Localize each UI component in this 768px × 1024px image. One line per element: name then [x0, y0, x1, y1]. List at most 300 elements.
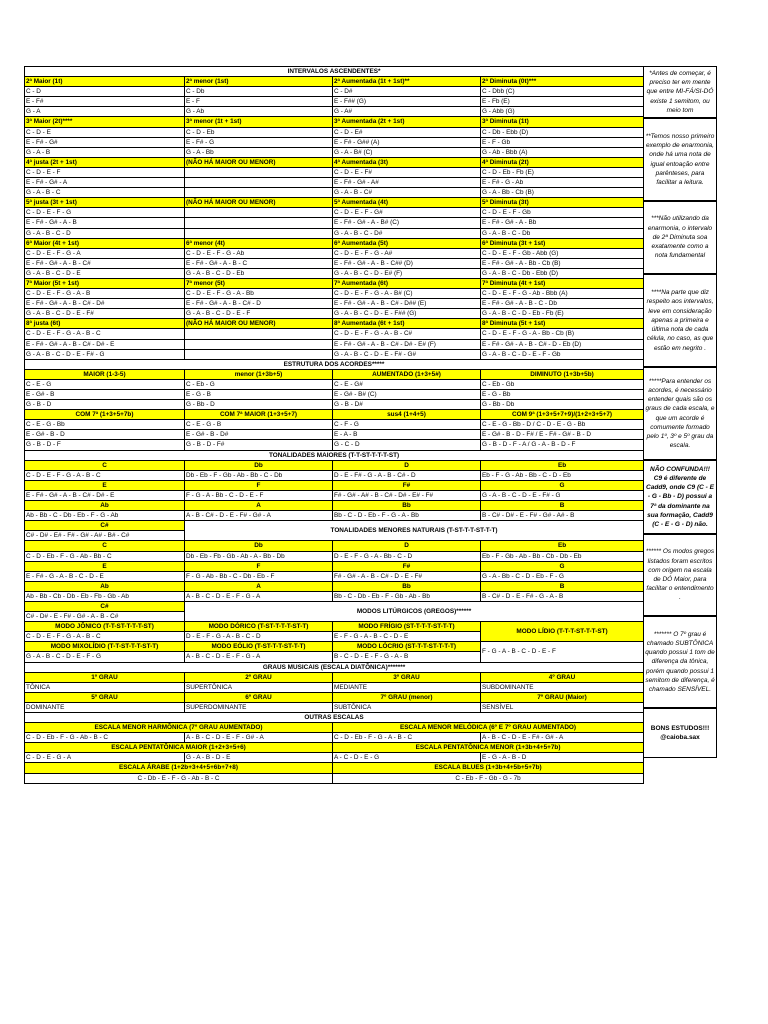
interval-cell: E - F# - G# - A - Bb [481, 218, 644, 228]
chord-header: COM 7ª (1+3+5+7b) [25, 410, 185, 420]
interval-cell: C - D - E - F# [333, 167, 481, 177]
table-row [25, 299, 644, 309]
interval-header: 6ª Aumentada (5t) [333, 238, 481, 248]
note-2: **Temos nosso primeiro exemplo de enarmonia, onde há uma nota de igual entoação entre parênteses, para facilitar a leitura. [643, 118, 717, 201]
table-row [25, 198, 644, 208]
key-header: G [481, 561, 644, 571]
table-row [25, 228, 644, 238]
mode-header: MODO JÔNICO (T-T-ST-T-T-T-ST) [25, 622, 185, 632]
note-1: *Antes de começar, é preciso ter em mente que entre MI-FÁ/SI-DÓ existe 1 semitom, ou meio tom [643, 66, 717, 118]
interval-cell: E - F# - G# - A - B - C# - D - Eb (D) [481, 339, 644, 349]
key-header: B [481, 581, 644, 591]
interval-cell: G - A - B - C - Db - Ebb (D) [481, 268, 644, 278]
key-header: Eb [481, 460, 644, 470]
interval-header: 5ª Aumentada (4t) [333, 198, 481, 208]
interval-header: 4ª Diminuta (2t) [481, 157, 644, 167]
interval-cell: E - F# - G# - A - B - C# - D## (E) [333, 299, 481, 309]
table-row [25, 369, 644, 379]
interval-cell: G - A [25, 107, 185, 117]
interval-cell: C - D - E - F - G - A - Bb [185, 289, 333, 299]
table-row [25, 117, 644, 127]
degree-name: SUBTÔNICA [333, 702, 481, 712]
interval-cell: G - Ab - Bbb (A) [481, 147, 644, 157]
scale-cell: D - E - F - G - A - B - C - D [185, 632, 333, 642]
interval-cell: C - D - E - F - G - A - B [25, 289, 185, 299]
key-header: Db [185, 541, 333, 551]
table-row [25, 379, 644, 389]
table-row [25, 702, 644, 712]
degree-header: 2º GRAU [185, 672, 333, 682]
key-header: Ab [25, 581, 185, 591]
degree-name: SUPERDOMINANTE [185, 702, 333, 712]
main-table [24, 66, 644, 784]
interval-cell: G - A - B - C# [333, 188, 481, 198]
table-row [25, 147, 644, 157]
table-row [25, 480, 644, 490]
interval-cell: E - F# - G# - A - Bb - Cb (B) [481, 258, 644, 268]
degree-header: 6º GRAU [185, 692, 333, 702]
interval-cell: C - D - E - F - G - A [25, 248, 185, 258]
chord-cell: E - G# - B - D [25, 430, 185, 440]
interval-cell: E - F# - G## (A) [333, 137, 481, 147]
table-row [25, 107, 644, 117]
table-row [25, 359, 644, 369]
table-row [25, 289, 644, 299]
table-row [25, 188, 644, 198]
degree-name: MEDIANTE [333, 682, 481, 692]
chord-header: MAIOR (1-3-5) [25, 369, 185, 379]
scale-cell: A - C - D - E - G [333, 753, 481, 763]
interval-cell: E - F# - G# - A - B [25, 218, 185, 228]
interval-cell: E - F# - G# - A - B - C [185, 258, 333, 268]
key-header: E [25, 561, 185, 571]
interval-cell: G - A - Bb - Cb (B) [481, 188, 644, 198]
chord-cell: E - G# - B# (C) [333, 390, 481, 400]
chord-cell: E - G# - B - D - F# / E - F# - G# - B - D [481, 430, 644, 440]
scale-cell: Bb - C - Db - Eb - F - Gb - Ab - Bb [333, 591, 481, 601]
key-header: C# [25, 601, 185, 611]
interval-cell: G - A - B - C - D - E - F [185, 309, 333, 319]
mode-header: MODO LÍDIO (T-T-T-ST-T-T-ST) [481, 622, 644, 642]
interval-cell: C - Db [185, 87, 333, 97]
chord-cell: C - E - G - Bb - D / C - D - E - G - Bb [481, 420, 644, 430]
chord-cell: G - B - D - F# [185, 440, 333, 450]
interval-cell: E - F# - G# - A - B - C# [25, 258, 185, 268]
scale-cell: F - G - A - Bb - C - D - E - F [185, 490, 333, 500]
key-header: Bb [333, 581, 481, 591]
interval-cell: C - D - E - F - G - A - B# (C) [333, 289, 481, 299]
key-header: F# [333, 561, 481, 571]
table-row [25, 672, 644, 682]
scale-cell: E - F - G - A - B - C - D - E [333, 632, 481, 642]
table-row [25, 763, 644, 773]
interval-header: 4ª justa (2t + 1st) [25, 157, 185, 167]
degree-name: SUPERTÔNICA [185, 682, 333, 692]
table-row [25, 501, 644, 511]
interval-header: 8ª Diminuta (5t + 1st) [481, 319, 644, 329]
chord-cell: E - G - Bb [481, 390, 644, 400]
scale-cell: Db - Eb - Fb - Gb - Ab - A - Bb - Db [185, 551, 333, 561]
interval-cell [185, 329, 333, 339]
scale-header: ESCALA MENOR HARMÔNICA (7º GRAU AUMENTADO) [25, 723, 333, 733]
note-6: NÃO CONFUNDA!!! C9 é diferente de Cadd9, onde C9 (C - E - G - Bb - D) possui a 7ª da dominante na sua formação, Cadd9 (C - E - G - D) não. [643, 460, 717, 534]
table-row [25, 642, 644, 652]
key-header: C [25, 541, 185, 551]
table-row [25, 258, 644, 268]
table-row [25, 511, 644, 521]
table-row [25, 400, 644, 410]
table-row [25, 390, 644, 400]
interval-cell: C - D - E [25, 127, 185, 137]
scale-cell: E - G - A - B - D [481, 753, 644, 763]
table-row [25, 723, 644, 733]
table-row [25, 733, 644, 743]
table-row [25, 319, 644, 329]
interval-cell: E - F# - G [185, 137, 333, 147]
interval-cell: C - D - E - F - G - A - B - C [25, 329, 185, 339]
scale-header: ESCALA BLUES (1+3b+4+5b+5+7b) [333, 763, 644, 773]
table-row [25, 753, 644, 763]
table-row [25, 248, 644, 258]
interval-cell: C - Dbb (C) [481, 87, 644, 97]
chord-cell: C - F - G [333, 420, 481, 430]
scale-cell: C - D - Eb - F - G - Ab - Bb - C [25, 551, 185, 561]
interval-cell: G - Ab [185, 107, 333, 117]
table-row [25, 238, 644, 248]
scale-cell: C - D - E - F - G - A - B - C [25, 470, 185, 480]
interval-header: 6ª Maior (4t + 1st) [25, 238, 185, 248]
scale-cell: Ab - Bb - Cb - Db - Eb - Fb - Gb - Ab [25, 591, 185, 601]
interval-cell: E - F# - G# - A - B - C# - D [185, 299, 333, 309]
interval-cell: G - A - B - C - D - E - F## (G) [333, 309, 481, 319]
scale-cell: G - A - Bb - C - D - Eb - F - G [481, 571, 644, 581]
scale-cell: G - A - B - D - E [185, 753, 333, 763]
interval-cell: E - F [185, 97, 333, 107]
key-header: C [25, 460, 185, 470]
table-row [25, 309, 644, 319]
chord-cell: G - B - D [25, 400, 185, 410]
interval-cell: G - Abb (G) [481, 107, 644, 117]
table-row [25, 278, 644, 288]
scale-header: ESCALA PENTATÔNICA MAIOR (1+2+3+5+6) [25, 743, 333, 753]
degree-header: 7º GRAU (Maior) [481, 692, 644, 702]
scale-cell: C# - D# - E# - F# - G# - A# - B# - C# [25, 531, 185, 541]
interval-cell: G - A - B - C - D - E [25, 268, 185, 278]
interval-cell: G - A - B - C [25, 188, 185, 198]
interval-cell: G - A - B - C - D - E - F# - G [25, 349, 185, 359]
chord-header: AUMENTADO (1+3+5#) [333, 369, 481, 379]
interval-cell: G - A - B - C - D - E - F# - G# [333, 349, 481, 359]
table-row [25, 450, 644, 460]
scale-cell: C - D - E - F - G - A - B - C [25, 632, 185, 642]
interval-cell: E - F# - G# - A [25, 178, 185, 188]
table-row [25, 127, 644, 137]
interval-header: 8ª Aumentada (6t + 1st) [333, 319, 481, 329]
table-row [25, 591, 644, 601]
interval-cell: C - D - Eb [185, 127, 333, 137]
chord-cell: G - B - D - F - A / G - A - B - D - F [481, 440, 644, 450]
key-header: Eb [481, 541, 644, 551]
interval-header: 6ª Diminuta (3t + 1st) [481, 238, 644, 248]
scale-cell: A - B - C - D - E - F - G# - A [185, 733, 333, 743]
section-title: OUTRAS ESCALAS [25, 713, 644, 723]
table-row [25, 470, 644, 480]
key-header: E [25, 480, 185, 490]
key-header: Ab [25, 501, 185, 511]
degree-header: 1º GRAU [25, 672, 185, 682]
scale-cell: B - C# - D - E - F# - G - A - B [481, 591, 644, 601]
chord-header: COM 7ª MAIOR (1+3+5+7) [185, 410, 333, 420]
note-5: *****Para entender os acordes, é necessário entender quais são os graus de cada escala, e que um acorde é comumente formado pelo 1º, 3º e 5º grau da escala. [643, 367, 717, 460]
section-title: TONALIDADES MENORES NATURAIS (T-ST-T-T-ST-T-T) [185, 521, 644, 541]
key-header: A [185, 501, 333, 511]
degree-name: DOMINANTE [25, 702, 185, 712]
interval-cell: C - D - E# [333, 127, 481, 137]
table-row [25, 622, 644, 632]
chord-cell: C - E - G - B [185, 420, 333, 430]
section-title: TONALIDADES MAIORES (T-T-ST-T-T-T-ST) [25, 450, 644, 460]
interval-cell: G - A - B - C - D [25, 228, 185, 238]
interval-cell: E - F# - G# - A - B - C# - D# [25, 299, 185, 309]
scale-cell: B - C - D - E - F - G - A - B [333, 652, 481, 662]
table-row [25, 167, 644, 177]
interval-header: (NÃO HÁ MAIOR OU MENOR) [185, 319, 333, 329]
interval-cell: E - F# - G# - A - B - C## (D) [333, 258, 481, 268]
interval-cell: G - A - B [25, 147, 185, 157]
interval-cell: C - D - E - F - G - A - Bb - Cb (B) [481, 329, 644, 339]
interval-cell [185, 218, 333, 228]
table-row [25, 713, 644, 723]
interval-header: 2ª Aumentada (1t + 1st)** [333, 77, 481, 87]
chord-cell: G - C - D [333, 440, 481, 450]
scale-header: ESCALA ÁRABE (1+2b+3+4+5+6b+7+8) [25, 763, 333, 773]
table-row [25, 490, 644, 500]
table-row [25, 208, 644, 218]
interval-header: 7ª Maior (5t + 1st) [25, 278, 185, 288]
table-row [25, 581, 644, 591]
table-row [25, 87, 644, 97]
chord-header: menor (1+3b+5) [185, 369, 333, 379]
table-row [25, 773, 644, 783]
interval-header: 2ª menor (1st) [185, 77, 333, 87]
table-row [25, 541, 644, 551]
interval-cell: G - A - B - C - Db [481, 228, 644, 238]
chord-cell: G - Bb - D [185, 400, 333, 410]
interval-cell: E - F## (G) [333, 97, 481, 107]
chord-cell: E - A - B [333, 430, 481, 440]
interval-cell [185, 349, 333, 359]
note-9: BONS ESTUDOS!!! @caioba.sax [643, 708, 717, 758]
interval-cell: C - D - E - F [25, 167, 185, 177]
mode-header: MODO EÓLIO (T-ST-T-T-ST-T-T) [185, 642, 333, 652]
interval-cell: E - F# - G# - A - B - C - Db [481, 299, 644, 309]
scale-header: ESCALA PENTATÔNICA MENOR (1+3b+4+5+7b) [333, 743, 644, 753]
interval-header: 7ª Aumentada (6t) [333, 278, 481, 288]
table-row [25, 521, 644, 531]
table-row [25, 97, 644, 107]
scale-cell: C# - D# - E - F# - G# - A - B - C# [25, 612, 185, 622]
table-row [25, 218, 644, 228]
table-row [25, 692, 644, 702]
scale-cell: D - E - F# - G - A - B - C# - D [333, 470, 481, 480]
interval-header: 7ª menor (5t) [185, 278, 333, 288]
cheat-sheet [24, 66, 717, 784]
chord-cell: G - B - D - F [25, 440, 185, 450]
interval-cell: G - A# [333, 107, 481, 117]
interval-header: 5ª justa (3t + 1st) [25, 198, 185, 208]
interval-header: (NÃO HÁ MAIOR OU MENOR) [185, 157, 333, 167]
chord-header: COM 9ª (1+3+5+7+9)/(1+2+3+5+7) [481, 410, 644, 420]
scale-cell: C - Db - E - F - G - Ab - B - C [25, 773, 333, 783]
mode-header: MODO LÓCRIO (ST-T-T-ST-T-T-T) [333, 642, 481, 652]
interval-cell: C - D - E - F - G [25, 208, 185, 218]
interval-header: 7ª Diminuta (4t + 1st) [481, 278, 644, 288]
interval-cell: G - A - B - C - D - Eb - Fb (E) [481, 309, 644, 319]
key-header: A [185, 581, 333, 591]
table-row [25, 430, 644, 440]
scale-cell: C - D - Eb - F - G - Ab - B - C [25, 733, 185, 743]
table-row [25, 682, 644, 692]
table-row [25, 178, 644, 188]
key-header: C# [25, 521, 185, 531]
table-row [25, 349, 644, 359]
interval-cell [185, 228, 333, 238]
chord-cell: E - G - B [185, 390, 333, 400]
interval-cell: E - F# - G# - A - B# (C) [333, 218, 481, 228]
degree-header: 7º GRAU (menor) [333, 692, 481, 702]
scale-cell: B - C# - D# - E - F# - G# - A# - B [481, 511, 644, 521]
interval-cell: C - D [25, 87, 185, 97]
interval-cell [185, 208, 333, 218]
scale-cell: E - F# - G# - A - B - C# - D# - E [25, 490, 185, 500]
key-header: D [333, 541, 481, 551]
degree-name: TÔNICA [25, 682, 185, 692]
scale-cell: F# - G# - A - B - C# - D - E - F# [333, 571, 481, 581]
interval-cell: E - F# - G# - A - B - C# - D# - E# (F) [333, 339, 481, 349]
interval-header: 3ª Diminuta (1t) [481, 117, 644, 127]
table-row [25, 460, 644, 470]
key-header: F [185, 480, 333, 490]
interval-cell: E - F# - G - Ab [481, 178, 644, 188]
section-title: MODOS LITÚRGICOS (GREGOS)****** [185, 601, 644, 621]
scale-cell: Eb - F - Gb - Ab - Bb - Cb - Db - Eb [481, 551, 644, 561]
scale-cell: Bb - C - D - Eb - F - G - A - Bb [333, 511, 481, 521]
interval-cell: E - F# [25, 97, 185, 107]
interval-cell: C - D# [333, 87, 481, 97]
interval-cell: C - D - E - F - Gb [481, 208, 644, 218]
key-header: D [333, 460, 481, 470]
interval-cell: G - A - B - C - D - E# (F) [333, 268, 481, 278]
table-row [25, 268, 644, 278]
note-7: ****** Os modos gregos listados foram escritos com origem na escala de DÓ Maior, para facilitar o entendimento . [643, 534, 717, 616]
interval-cell: G - A - B - C - D# [333, 228, 481, 238]
key-header: B [481, 501, 644, 511]
interval-cell [185, 188, 333, 198]
chord-cell: C - E - G [25, 379, 185, 389]
key-header: F [185, 561, 333, 571]
table-row [25, 561, 644, 571]
mode-header: MODO MIXOLÍDIO (T-T-ST-T-T-ST-T) [25, 642, 185, 652]
interval-cell: C - D - Eb - Fb (E) [481, 167, 644, 177]
table-row [25, 440, 644, 450]
scale-cell: D - E - F - G - A - Bb - C - D [333, 551, 481, 561]
scale-cell: C - D - E - G - A [25, 753, 185, 763]
interval-cell: E - F - Gb [481, 137, 644, 147]
degree-header: 3º GRAU [333, 672, 481, 682]
scale-cell: A - B - C - D - E - F - G - A [185, 591, 333, 601]
chord-cell: C - E - G# [333, 379, 481, 389]
side-notes [643, 66, 717, 758]
key-header: G [481, 480, 644, 490]
section-title: ESTRUTURA DOS ACORDES***** [25, 359, 644, 369]
scale-cell: A - B - C - D - E - F - G - A [185, 652, 333, 662]
scale-cell: F - G - Ab - Bb - C - Db - Eb - F [185, 571, 333, 581]
interval-cell: C - D - E - F - G - A# [333, 248, 481, 258]
scale-cell: C - Eb - F - Gb - G - 7b [333, 773, 644, 783]
chord-header: sus4 (1+4+5) [333, 410, 481, 420]
scale-cell: G - A - B - C - D - E - F - G [25, 652, 185, 662]
interval-header: 3ª menor (1t + 1st) [185, 117, 333, 127]
interval-header: 2ª Diminuta (0t)*** [481, 77, 644, 87]
degree-name: SUBDOMINANTE [481, 682, 644, 692]
interval-cell: G - A - Bb [185, 147, 333, 157]
interval-cell: C - D - E - F - Gb - Abb (G) [481, 248, 644, 258]
degree-header: 5º GRAU [25, 692, 185, 702]
interval-cell [185, 167, 333, 177]
key-header: F# [333, 480, 481, 490]
degree-name: SENSÍVEL [481, 702, 644, 712]
note-8: ******* O 7º grau é chamado SUBTÔNICA quando possui 1 tom de diferença da tônica, porém quando possui 1 semitom de diferença, é chamado SENSÍVEL. [643, 616, 717, 708]
scale-cell: F - G - A - B - C - D - E - F [481, 642, 644, 662]
scale-cell: Eb - F - G - Ab - Bb - C - D - Eb [481, 470, 644, 480]
mode-header: MODO DÓRICO (T-ST-T-T-T-ST-T) [185, 622, 333, 632]
table-row [25, 137, 644, 147]
table-row [25, 77, 644, 87]
chord-header: DIMINUTO (1+3b+5b) [481, 369, 644, 379]
interval-cell: G - A - B - C - D - E - F# [25, 309, 185, 319]
interval-header: 5ª Diminuta (3t) [481, 198, 644, 208]
table-row [25, 551, 644, 561]
chord-cell: E - G# - B [25, 390, 185, 400]
table-row [25, 662, 644, 672]
table-row [25, 420, 644, 430]
chord-cell: E - G# - B - D# [185, 430, 333, 440]
interval-header: 3ª Aumentada (2t + 1st) [333, 117, 481, 127]
interval-header: 4ª Aumentada (3t) [333, 157, 481, 167]
interval-cell: G - A - B# (C) [333, 147, 481, 157]
chord-cell: C - Eb - G [185, 379, 333, 389]
interval-header: (NÃO HÁ MAIOR OU MENOR) [185, 198, 333, 208]
scale-cell: Db - Eb - F - Gb - Ab - Bb - C - Db [185, 470, 333, 480]
note-3: ***Não utilizando da enarmonia, o intervalo de 2ª Diminuta soa exatamente como a nota fundamental [643, 201, 717, 274]
key-header: Db [185, 460, 333, 470]
scale-cell: A - B - C - D - E - F# - G# - A [481, 733, 644, 743]
chord-cell: C - Eb - Gb [481, 379, 644, 389]
interval-cell: C - D - E - F - G - Ab [185, 248, 333, 258]
interval-cell: C - D - E - F - G - A - B - C# [333, 329, 481, 339]
chord-cell: C - E - G - Bb [25, 420, 185, 430]
interval-cell: C - D - E - F - G - Ab - Bbb (A) [481, 289, 644, 299]
interval-cell: E - Fb (E) [481, 97, 644, 107]
interval-cell: G - A - B - C - D - Eb [185, 268, 333, 278]
scale-cell: A - B - C# - D - E - F# - G# - A [185, 511, 333, 521]
section-title: INTERVALOS ASCENDENTES* [25, 67, 644, 77]
interval-cell [185, 339, 333, 349]
interval-cell: E - F# - G# - A - B - C# - D# - E [25, 339, 185, 349]
interval-cell: E - F# - G# - A# [333, 178, 481, 188]
table-row [25, 329, 644, 339]
interval-header: 3ª Maior (2t)**** [25, 117, 185, 127]
